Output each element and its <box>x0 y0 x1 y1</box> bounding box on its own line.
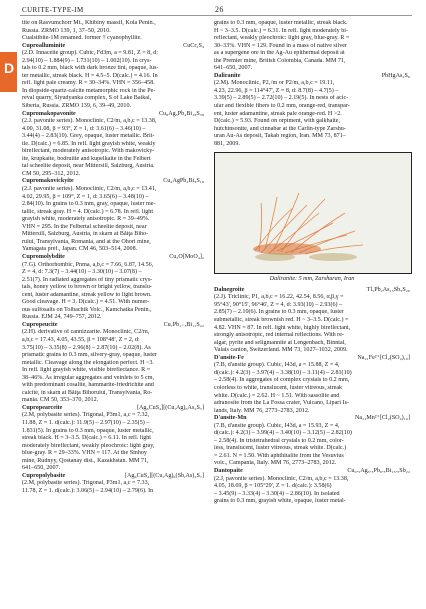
text-line: 4.02, 29.95, β = 109°, Z = 1, d: 3.65(6) – 3.48(10) – <box>22 193 149 200</box>
text-line: 3.75(10) – 3.35(8) – 2.96(8) – 2.87(10) – 2.02(8). As <box>22 344 151 351</box>
text-line: white. D(calc.) = 2.62. H ~ 1.51. With sassolite and <box>214 392 340 399</box>
mineral-formula: Tl₅Pb₂As₁₅Sb₅S₂₆ <box>366 286 410 293</box>
text-line: (7.B, d'ansite group). Cubic, I43d, a = 15.88, Z = 4, <box>214 362 340 369</box>
text-line: rului, Transylvania, Romania, and at the Ohori mine, <box>22 238 151 245</box>
text-line: (2.H). derivative of cannizzarite. Monoclinic, C2/m, <box>22 329 150 336</box>
mineral-name: Dalnegroite <box>214 286 245 293</box>
mineral-entry-heading <box>214 415 410 423</box>
mineral-entry-heading <box>22 111 204 119</box>
text-line: 95°43', 90°15', 96°46', Z = 4, d: 3.93(10) – 2.93(6) – <box>214 301 343 308</box>
text-line: hutchinsonite, and cinnabar at the Carlin-type Zarshu- <box>214 125 346 132</box>
text-line: H ~ 3–3.5. D(calc.) = 6.31. In refl. light moderately bi- <box>214 27 348 34</box>
running-title: CURITE-TYPE-IM <box>22 6 84 14</box>
mineral-formula: Cu₈Ag₃Pb₄Bi₁₉S₃₈ <box>158 110 204 117</box>
text-line: tal scheelite deposit, near Mittersill, Salzburg, Austria. <box>22 163 155 170</box>
mineral-formula: Na₂₁Fe²⁺[Cl₂(SO₄)₁₀] <box>357 354 410 361</box>
text-line: VHN = 295. In the Felbertal scheelite deposit, near <box>22 223 147 230</box>
text-line: tals, honey yellow to brown or bright yellow, translu- <box>22 284 152 291</box>
text-line: ular and flexible fibers to 0.2 mm, orange-red, transpar- <box>214 103 350 110</box>
text-line: Good cleavage. H = 3. D(calc.) = 4.51. With numer- <box>22 299 150 306</box>
text-line: 38–46%. As irregular aggregates and veinlets to 5 cm, <box>22 374 154 381</box>
text-line: – 3.45(9) – 3.33(4) – 3.30(4) – 2.86(10). In isolated <box>214 490 340 497</box>
mineral-formula: Cu₀.₅Ag₅.₅Pb₀.₅Bi₁₃.₅Sb₂₂ <box>347 467 410 474</box>
text-line: submetallic, streak brownish red. H ~ 3–3.5. D(calc.) = <box>214 317 349 324</box>
mineral-name: Cupropearceite <box>22 404 63 411</box>
text-line: strongly anisotropic, red internal reflections. With re- <box>214 332 344 339</box>
text-line: 2.85(7) – 2.10(6). In grains to 0.3 mm, opaque, luster <box>214 309 344 316</box>
text-line: 4.05, 18.69, β = 105°29', Z = 1. d(calc.): 3.58(6) <box>214 483 332 490</box>
text-line: with predominant cosalite, hammarite-friedrichite and <box>22 382 154 389</box>
text-line: CM 50, 295–312, 2012. <box>22 170 81 177</box>
right-column-bottom <box>214 287 410 506</box>
text-line: metallic. Cleavage along the elongation perfect. H ~3. <box>22 359 154 366</box>
mineral-name: Cupropeucite <box>22 321 58 328</box>
text-line: ite, krupkaite, bodruiite and kupelkaite in the Felbert <box>22 155 151 162</box>
text-line: 30–33%. VHN = 129. Found in a mass of native silver <box>214 42 347 49</box>
text-line: In refl. light grayish white, visible bireflectance. R = <box>22 367 151 374</box>
mineral-formula: Cu₇Pb₁₋ₓBi₁₁S₂₂ <box>163 321 204 328</box>
text-line: blue-gray. R = 29–33%. VHN = 117. At the Sinhoy <box>22 450 147 457</box>
text-line: Russia. EJM 24, 749–757, 2012. <box>22 314 102 321</box>
text-line: tite on Rasvumchorr Mt., Khibiny massif, Kola Penin., <box>22 20 156 26</box>
mineral-formula: PbHgAs₂S₆ <box>381 72 410 79</box>
text-line: 3.44(4) – 2.83(10). Grey, opaque, luster metallic. Brit- <box>22 133 155 140</box>
mineral-entry-heading <box>22 178 204 186</box>
text-line: 4.23, 22.96, β = 114°47', Z = 8, d: 8.7(8) – 4.7(5) – <box>214 87 339 94</box>
text-line: algar, pyrite and seligmannite at Lengenbach, Binntal, <box>214 339 346 346</box>
mineral-entry-heading <box>214 355 410 363</box>
text-line: d(calc.): 4.2(3) – 3.99(4) – 3.40(10) – 3.12(5) – 2.82(10) <box>214 430 352 437</box>
text-line: uran Au-As deposit, Takab region, Iran. MM 73, 871– <box>214 133 346 140</box>
text-line: ent, luster adamantine, streak pale orange-red. H >2. <box>214 110 342 117</box>
mineral-entry-heading <box>22 43 204 51</box>
text-line: calcite, in skarn at Băiţa Bihorului, Transylvania, Ro- <box>22 389 153 396</box>
text-line: In diopside-quartz-calcite metamorphic rock in the Pe- <box>22 87 156 94</box>
mineral-name: D'ansite-Mn <box>214 415 247 422</box>
text-line: volc., Campania, Italy. MM 76, 2773–2783, 2012. <box>214 460 337 467</box>
daliranite-specimen-image <box>215 153 411 273</box>
header-rule <box>20 15 412 16</box>
text-line: Siberia, Russia. ZRMO 139, 6, 39–49, 2010. <box>22 103 132 110</box>
text-line: 2.51(7). In radiated aggregates of tiny prismatic crys- <box>22 276 153 283</box>
mineral-name: Dantopaite <box>214 467 243 474</box>
mineral-formula: CuCr₂S₄ <box>183 42 204 49</box>
text-line: (2.J. pavonite series). Monoclinic, C2/m, a,b,c = 13.41, <box>22 186 157 193</box>
text-line: lands, Italy. MM 76, 2773–2783, 2012. <box>214 407 310 414</box>
text-line: grayish white, moderately anisotropic. R = 39–49%. <box>22 216 150 223</box>
text-line: = 2.61. N = 1.50. With aphthitalite from the Vesuvius <box>214 452 344 459</box>
text-line: Yamagata pref., Japan. CM 46, 503–514, 2008. <box>22 246 138 253</box>
text-line: reflectant, weakly pleochroic: light gray, blue-gray. R = <box>214 35 350 42</box>
text-line: adranosite from the La Fossa crater, Vulcano, Lipari Is- <box>214 400 349 407</box>
text-line: mine, Rudnyy, Qostanay dist., Kazakhstan. MM 71, <box>22 457 149 464</box>
text-line: 1.831(5). In grains to 0.3 mm, opaque, luster metallic, <box>22 427 154 434</box>
text-line: grains to 0.3 mm, opaque, luster metallic, streak black. <box>214 20 348 26</box>
text-line: grains to 0.3 mm, grayish white, opaque, luster metal- <box>214 498 346 505</box>
text-line: refl. light pale creamy. R = 30–34%. VHN = 356–458. <box>22 80 155 87</box>
mineral-entry-heading <box>22 322 204 330</box>
text-line: Valais canton, Switzerland. MM 73, 1027–1032, 2009. <box>214 347 348 354</box>
text-line: moderately bireflectant, weakly pleochroic: light gray, <box>22 442 155 449</box>
mineral-entry-heading <box>214 73 410 81</box>
text-line: 3.39(5) – 2.89(5) – 2.72(10) – 2.19(5). In nests of acic- <box>214 95 349 102</box>
mineral-formula: Cu₄AgPb₂Bi₉S₁₈ <box>163 178 204 185</box>
thumb-tab-letter: D <box>3 60 15 76</box>
text-line: – 2.58(4). In aggregates of complex crystals to 0.2 mm, <box>214 377 350 384</box>
text-line: bireflectant, moderately anisotropic. With makovicky- <box>22 148 155 155</box>
mineral-entry-heading <box>214 468 410 476</box>
text-line: Z = 4, d: 7.3(7) – 3.44(10) – 3.30(10) – 3.07(8) – <box>22 269 142 276</box>
text-line: a,b,c = 17.43, 4.05, 43.55, β = 108°48', Z = 2, d: <box>22 336 140 343</box>
text-line: 4.82. VHN = 87. In refl. light white, highly bireflectant, <box>214 324 351 331</box>
text-line: 2.84(10). In grains to 0.3 mm, gray, opaque, luster me- <box>22 201 156 208</box>
mineral-name: Daliranite <box>214 72 241 79</box>
text-line: (2.D. Innaceite group). Cubic, Fd3m, a = 9.81, Z = 8, d: <box>22 50 159 57</box>
mineral-formula: Cu₃O[MoO₄]₂ <box>169 253 204 260</box>
mineral-photo <box>214 152 412 274</box>
mineral-formula: [Ag₆CuS₄][(Cu,Ag)₆As₂S₇] <box>137 404 204 411</box>
text-line: as a supergene ore in the Ag-Au epithermal deposit at <box>214 50 345 57</box>
page-number: 26 <box>215 5 224 14</box>
text-line: prismatic grains to 0.3 mm, silvery-gray, opaque, luster <box>22 352 157 359</box>
mineral-name: Cupropolybasite <box>22 472 66 479</box>
mineral-entry-heading <box>22 254 204 262</box>
mineral-name: D'ansite-Fe <box>214 354 244 361</box>
text-line: (2.J. pavonite series). Monoclinic, C2/m, a,b,c = 13.38, <box>22 118 157 125</box>
text-line: cent, luster adamantine, streak yellow to light brown. <box>22 291 152 298</box>
text-line: tallic, streak gray. H = 4. D(calc.) = 6.78. In refl. light <box>22 208 154 215</box>
right-column <box>214 20 410 506</box>
text-line: (2.J). Triclinic, P1, a,b,c = 16.22, 42.54, 8.56, α,β,γ = <box>214 294 344 301</box>
text-line: the Premier mine, British Colombia, Canada. MM 71, <box>214 57 346 64</box>
figure-caption: Daliranite: 5 mm, Zarshuran, Iran <box>269 276 355 283</box>
text-line: reval quarry, Slyudyanka complex, S of Lake Baikal, <box>22 95 152 102</box>
text-line: – 2.58(4). In tristetrahedral crystals to 0.2 mm, color- <box>214 437 344 444</box>
text-line: streak black. H = 3–3.5. D(calc.) = 6.11. In refl. light <box>22 435 151 442</box>
text-line: Russia. ZRMO 139, 1, 37–50, 2010. <box>22 27 111 34</box>
text-line: 11.88, Z = 1. d(calc.): 11.9(5) – 2.97(10) – 2.35(5) – <box>22 419 150 426</box>
text-line: (7.B, d'ansite group). Cubic, I43d, a = 15.93, Z = 4, <box>214 422 340 429</box>
text-line: ous sulfosalts on Tolbachik Volc., Kamchatka Penin., <box>22 306 152 313</box>
text-line: d(calc.): 4.2(3) – 3.97(4) – 3.38(10) – 3.11(4) – 2.81(10) <box>214 369 352 376</box>
text-line: 641–650, 2007. <box>214 65 253 72</box>
mineral-entry-heading <box>214 287 410 295</box>
text-line: D(calc.) = 5.93. Found on orpiment, with galkhaite, <box>214 118 340 125</box>
left-column <box>22 20 204 495</box>
text-line: (2.M, polybasite series). Trigonal, P3m1, a,c = 7.33, <box>22 480 150 487</box>
text-line: 11.78, Z = 1. d(calc.): 3.06(5) – 2.94(10) – 2.79(6). In <box>22 487 154 494</box>
mineral-name: Cuproalluminite <box>22 42 66 49</box>
text-line: (7.G). Orthorhombic, Pnma, a,b,c = 7.66, 6.87, 14.56, <box>22 261 154 268</box>
text-line: 881, 2009. <box>214 140 240 147</box>
text-line: 4.00, 31.08, β = 93°, Z = 1, d: 3.61(6) – 3.46(10) – <box>22 125 146 132</box>
text-line: less, translucent, luster vitreous, streak white. D(calc.) <box>214 445 347 452</box>
text-line: ter metallic, streak black. H = 4.5–5. D(calc.) = 4.16. In <box>22 72 158 79</box>
text-line: tals to 0.2 mm, black with dark bronze tint, opaque, lus- <box>22 65 159 72</box>
text-line: Mittersill, Salzburg, Austria, in skarn at Băiţa Biho- <box>22 231 149 238</box>
text-line: colorless to white, translucent, luster vitreous, streak <box>214 384 343 391</box>
mineral-name: Cupromakopavonite <box>22 110 76 117</box>
mineral-entry-heading <box>22 473 204 481</box>
mineral-name: Cupromakovickyite <box>22 178 74 185</box>
text-line: 641–650, 2007. <box>22 465 61 472</box>
right-column-top <box>214 20 410 148</box>
text-line: tle. D(calc.) = 6.85. In refl. light grayish white, weakly <box>22 140 156 147</box>
text-line: 2.94(10) – 1.884(9) – 1.731(10) – 1.002(10). In crys- <box>22 57 152 64</box>
mineral-entry-heading <box>22 405 204 413</box>
text-line: Cualstibite-1M renamed. former † cyanophyllite. <box>22 35 142 42</box>
mineral-name: Cupromolybdite <box>22 253 65 260</box>
text-line: (2.M). Monoclinic, P2₁/m or P2/m, a,b,c = 19.11, <box>214 80 335 87</box>
text-line: mania. CM 50, 353–370, 2012. <box>22 397 99 404</box>
mineral-formula: [Ag₆CuS₄][(Cu,Ag)₆(Sb,As)₂S₇] <box>124 472 204 479</box>
text-line: (2.M, polybasite series). Trigonal, P3m1, a,c = 7.32, <box>22 412 150 419</box>
mineral-formula: Na₂₁Mn²⁺[Cl₂(SO₄)₁₀] <box>354 415 410 422</box>
text-line: (2.J, pavonite series). Monoclinic, C2/m, a,b,c = 13.38, <box>214 475 349 482</box>
